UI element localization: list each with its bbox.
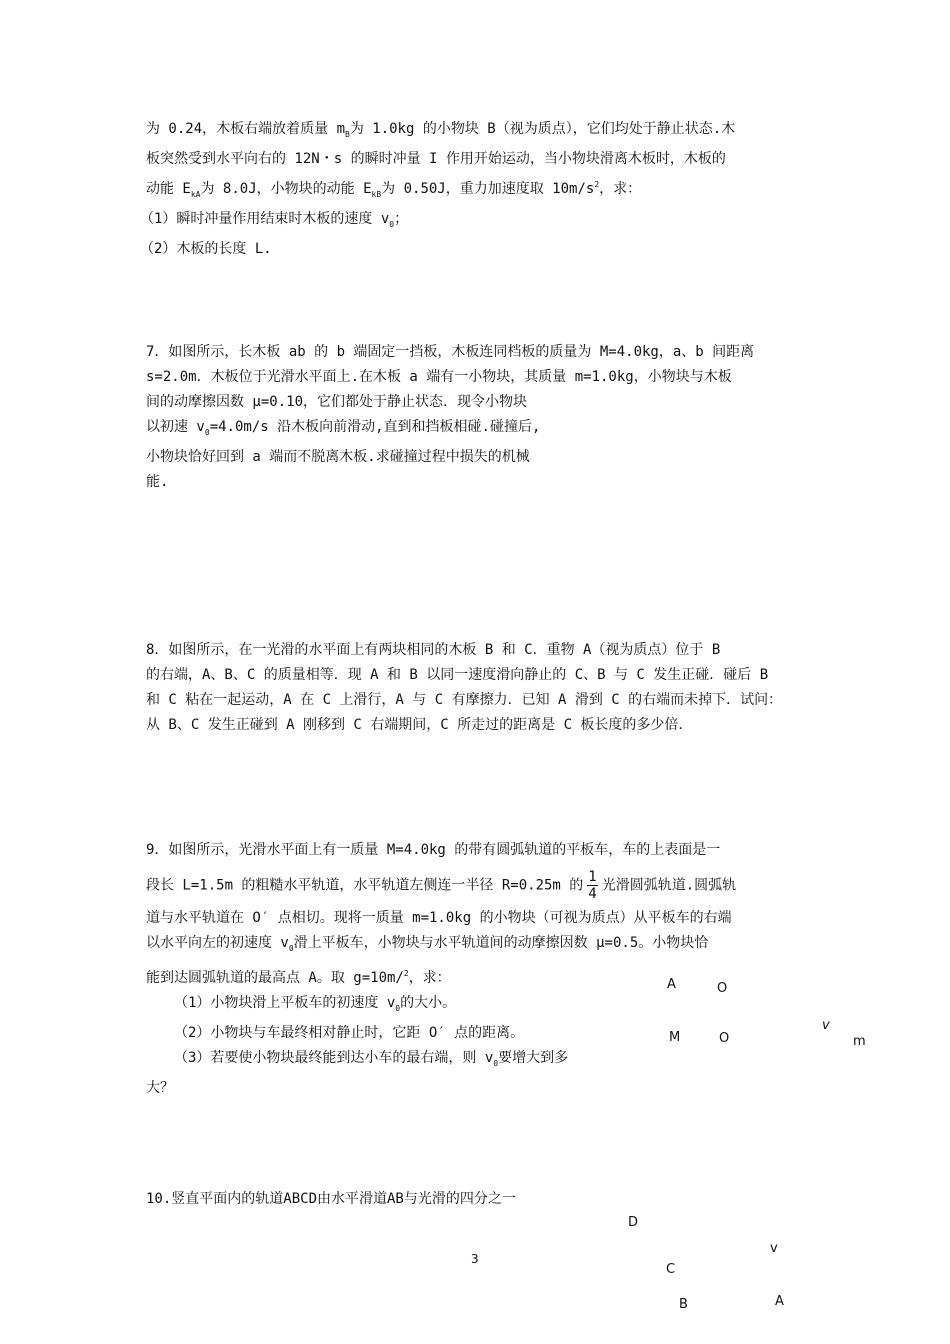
text-line: 道与水平轨道在 O′ 点相切。现将一质量 m=1.0kg 的小物块（可视为质点）从平板车的右端 [146, 910, 732, 926]
text-line: 9．如图所示，光滑水平面上有一质量 M=4.0kg 的带有圆弧轨道的平板车，车的上表面是一 [146, 842, 721, 858]
text-line: 以初速 $v_0=4.0m/s$ 沿木板向前滑动,直到和挡板相碰.碰撞后, [146, 419, 541, 437]
problem-8-text [146, 638, 782, 738]
fig10-label-c: C [666, 1262, 676, 1277]
text-line: 以水平向左的初速度 $v_0$滑上平板车，小物块与水平轨道间的动摩擦因数 μ=0.5。小物块恰 [146, 935, 709, 953]
text-line: 间的动摩擦因数 μ=0.10，它们都处于静止状态．现令小物块 [146, 394, 527, 410]
text-line: 能. [146, 474, 169, 490]
text-line: 板突然受到水平向右的 12N・s 的瞬时冲量 I 作用开始运动，当小物块滑离木板时，木板的 [146, 151, 726, 167]
fig9-label-o-top: O [717, 981, 728, 996]
fraction-one-quarter: $\frac{1}{4}$ [588, 869, 597, 902]
fig10-label-d: D [628, 1215, 639, 1230]
problem-9-text [146, 838, 736, 1101]
fig9-label-m-small: m [853, 1034, 866, 1049]
page-number: 3 [471, 1252, 479, 1266]
fig9-label-o-bottom: O [719, 1031, 730, 1046]
fig10-label-v: v [770, 1241, 778, 1256]
question-1: （1）小物块滑上平板车的初速度 $v_0$的大小。 [174, 995, 457, 1013]
text-line: 8．如图所示，在一光滑的水平面上有两块相同的木板 B 和 C．重物 A（视为质点）位于 B [146, 642, 721, 658]
question-3: （3）若要使小物块最终能到达小车的最右端，则 $v_0$要增大到多 [174, 1050, 569, 1068]
text-line: 7．如图所示，长木板 ab 的 b 端固定一挡板，木板连同档板的质量为 M=4.0kg，a、b 间距离 [146, 344, 755, 360]
question-1: （1）瞬时冲量作用结束时木板的速度 $v_0$； [140, 211, 409, 229]
problem-10-text [146, 1187, 516, 1212]
text-line: 能到达圆弧轨道的最高点 A。取 g=10m/$^2$，求： [146, 969, 451, 986]
text-line: s=2.0m．木板位于光滑水平面上.在木板 a 端有一小物块，其质量 m=1.0kg，小物块与木板 [146, 369, 732, 385]
problem-7-text [146, 340, 754, 495]
text-line: 的右端，A、B、C 的质量相等．现 A 和 B 以同一速度滑向静止的 C、B 与 C 发生正碰．碰后 B [146, 667, 769, 683]
fig10-label-a: A [775, 1294, 784, 1309]
text-line: 和 C 粘在一起运动，A 在 C 上滑行，A 与 C 有摩擦力．已知 A 滑到 C 的右端而未掉下．试问： [146, 692, 783, 708]
question-2: （2）小物块与车最终相对静止时，它距 O′ 点的距离。 [174, 1025, 525, 1041]
text-line: 从 B、C 发生正碰到 A 刚移到 C 右端期间，C 所走过的距离是 C 板长度的多少倍． [146, 717, 693, 733]
text-line: 为 0.24，木板右端放着质量 $m_B$为 1.0kg 的小物块 B（视为质点），它们均处于静止状态.木 [146, 121, 736, 139]
problem-6-text [140, 117, 736, 262]
fig10-label-b: B [679, 1297, 688, 1312]
text-line: 动能 $E_{kA}$为 8.0J，小物块的动能 $E_{kB}$为 0.50J，重力加速度取 $10m/s^2$，求： [146, 180, 642, 199]
text-line: 大？ [146, 1080, 174, 1096]
question-2: （2）木板的长度 L. [140, 241, 272, 257]
text-line: 10.竖直平面内的轨道ABCD由水平滑道AB与光滑的四分之一 [146, 1191, 516, 1207]
fig9-label-v: v [822, 1018, 830, 1033]
text-line: 段长 L=1.5m 的粗糙水平轨道，水平轨道左侧连一半径 R=0.25m 的 $\frac{1}{4}$ 光滑圆弧轨道.圆弧轨 [146, 869, 737, 902]
fig9-label-m-big: M [669, 1030, 681, 1045]
fig9-label-a: A [667, 977, 676, 992]
text-line: 小物块恰好回到 a 端而不脱离木板.求碰撞过程中损失的机械 [146, 449, 530, 465]
